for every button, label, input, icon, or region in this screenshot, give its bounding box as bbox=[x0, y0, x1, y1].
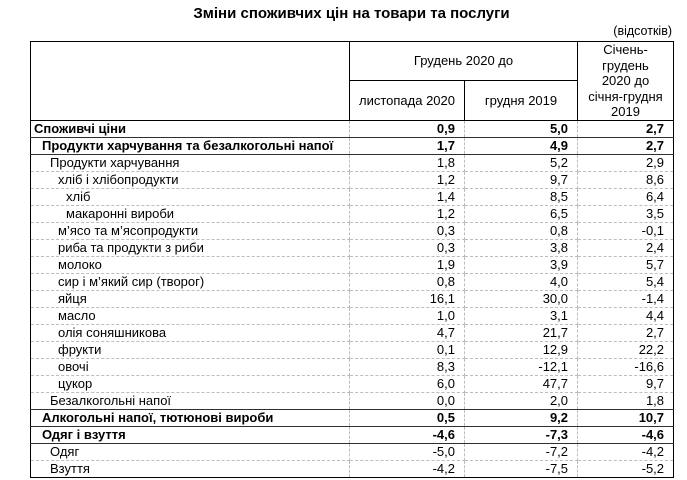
annual-period-line: 2019 bbox=[611, 104, 640, 119]
row-value: 8,6 bbox=[578, 171, 674, 188]
table-row bbox=[31, 239, 674, 256]
row-value: -4,6 bbox=[350, 426, 465, 443]
row-value: 2,7 bbox=[578, 324, 674, 341]
row-value: 1,2 bbox=[350, 171, 465, 188]
table-row bbox=[31, 375, 674, 392]
row-value: 9,7 bbox=[465, 171, 578, 188]
price-change-table bbox=[30, 41, 674, 478]
row-value: 4,4 bbox=[578, 307, 674, 324]
table-row bbox=[31, 460, 674, 477]
table-row bbox=[31, 341, 674, 358]
row-value: 30,0 bbox=[465, 290, 578, 307]
row-value: 16,1 bbox=[350, 290, 465, 307]
table-row bbox=[31, 409, 674, 426]
row-value: 0,1 bbox=[350, 341, 465, 358]
row-value: 6,5 bbox=[465, 205, 578, 222]
row-value: 10,7 bbox=[578, 409, 674, 426]
row-value: 2,0 bbox=[465, 392, 578, 409]
table-row bbox=[31, 443, 674, 460]
row-label: олія соняшникова bbox=[31, 324, 350, 341]
row-value: -5,0 bbox=[350, 443, 465, 460]
row-value: 9,7 bbox=[578, 375, 674, 392]
row-value: 4,9 bbox=[465, 137, 578, 154]
subcol-header-november: листопада 2020 bbox=[350, 80, 465, 120]
row-label: фрукти bbox=[31, 341, 350, 358]
table-row bbox=[31, 154, 674, 171]
row-value: 3,1 bbox=[465, 307, 578, 324]
table-row bbox=[31, 324, 674, 341]
table-row bbox=[31, 273, 674, 290]
row-value: 5,4 bbox=[578, 273, 674, 290]
period-group-header: Грудень 2020 до bbox=[350, 42, 578, 81]
table-row bbox=[31, 256, 674, 273]
row-label: Продукти харчування та безалкогольні напої bbox=[31, 137, 350, 154]
row-label: риба та продукти з риби bbox=[31, 239, 350, 256]
table-row bbox=[31, 137, 674, 154]
table-header bbox=[31, 42, 674, 121]
row-value: 6,0 bbox=[350, 375, 465, 392]
row-value: 0,3 bbox=[350, 239, 465, 256]
row-value: 2,9 bbox=[578, 154, 674, 171]
row-value: 2,7 bbox=[578, 137, 674, 154]
row-value: 6,4 bbox=[578, 188, 674, 205]
document-page bbox=[30, 4, 673, 478]
row-value: 22,2 bbox=[578, 341, 674, 358]
table-body bbox=[31, 120, 674, 477]
row-label: молоко bbox=[31, 256, 350, 273]
table-row bbox=[31, 392, 674, 409]
table-row bbox=[31, 222, 674, 239]
row-label: Одяг і взуття bbox=[31, 426, 350, 443]
row-label: цукор bbox=[31, 375, 350, 392]
annual-period-header bbox=[578, 42, 674, 121]
row-value: 3,8 bbox=[465, 239, 578, 256]
row-value: 47,7 bbox=[465, 375, 578, 392]
annual-period-line: Січень-грудень bbox=[602, 42, 649, 73]
row-label: Безалкогольні напої bbox=[31, 392, 350, 409]
row-value: 3,5 bbox=[578, 205, 674, 222]
row-value: 1,8 bbox=[578, 392, 674, 409]
table-row bbox=[31, 426, 674, 443]
table-row bbox=[31, 205, 674, 222]
row-label: Продукти харчування bbox=[31, 154, 350, 171]
row-label: яйця bbox=[31, 290, 350, 307]
row-label: Взуття bbox=[31, 460, 350, 477]
row-value: 8,3 bbox=[350, 358, 465, 375]
row-value: 0,9 bbox=[350, 120, 465, 137]
row-value: 0,0 bbox=[350, 392, 465, 409]
row-value: -5,2 bbox=[578, 460, 674, 477]
unit-note: (відсотків) bbox=[613, 24, 672, 38]
table-row bbox=[31, 307, 674, 324]
row-value: -4,2 bbox=[350, 460, 465, 477]
row-label: макаронні вироби bbox=[31, 205, 350, 222]
row-value: 5,2 bbox=[465, 154, 578, 171]
row-value: 4,7 bbox=[350, 324, 465, 341]
row-value: 5,7 bbox=[578, 256, 674, 273]
row-value: 8,5 bbox=[465, 188, 578, 205]
row-value: 1,0 bbox=[350, 307, 465, 324]
row-value: 1,4 bbox=[350, 188, 465, 205]
subcol-header-december: грудня 2019 bbox=[465, 80, 578, 120]
row-label: Алкогольні напої, тютюнові вироби bbox=[31, 409, 350, 426]
annual-period-line: січня-грудня bbox=[588, 88, 663, 104]
row-label: Одяг bbox=[31, 443, 350, 460]
annual-period-line: 2020 до bbox=[601, 73, 650, 88]
page-title: Зміни споживчих цін на товари та послуги bbox=[193, 5, 510, 22]
row-label-header bbox=[31, 42, 350, 121]
row-value: 0,8 bbox=[350, 273, 465, 290]
row-value: -7,2 bbox=[465, 443, 578, 460]
row-label: хліб і хлібопродукти bbox=[31, 171, 350, 188]
row-label: масло bbox=[31, 307, 350, 324]
row-value: -4,2 bbox=[578, 443, 674, 460]
row-label: овочі bbox=[31, 358, 350, 375]
table-row bbox=[31, 171, 674, 188]
row-value: 0,5 bbox=[350, 409, 465, 426]
row-value: 21,7 bbox=[465, 324, 578, 341]
row-value: -7,5 bbox=[465, 460, 578, 477]
table-row bbox=[31, 290, 674, 307]
row-value: 3,9 bbox=[465, 256, 578, 273]
row-value: 1,7 bbox=[350, 137, 465, 154]
row-value: 0,8 bbox=[465, 222, 578, 239]
row-value: 1,8 bbox=[350, 154, 465, 171]
row-value: 4,0 bbox=[465, 273, 578, 290]
row-value: -12,1 bbox=[465, 358, 578, 375]
row-label: сир і м’який сир (творог) bbox=[31, 273, 350, 290]
row-value: 9,2 bbox=[465, 409, 578, 426]
row-value: 2,4 bbox=[578, 239, 674, 256]
row-value: -0,1 bbox=[578, 222, 674, 239]
table-row bbox=[31, 188, 674, 205]
table-row bbox=[31, 358, 674, 375]
row-value: 12,9 bbox=[465, 341, 578, 358]
row-value: 1,9 bbox=[350, 256, 465, 273]
table-row bbox=[31, 120, 674, 137]
row-value: 2,7 bbox=[578, 120, 674, 137]
row-value: -16,6 bbox=[578, 358, 674, 375]
row-value: -4,6 bbox=[578, 426, 674, 443]
row-value: 5,0 bbox=[465, 120, 578, 137]
row-label: Споживчі ціни bbox=[31, 120, 350, 137]
row-value: 1,2 bbox=[350, 205, 465, 222]
row-value: 0,3 bbox=[350, 222, 465, 239]
row-value: -1,4 bbox=[578, 290, 674, 307]
row-value: -7,3 bbox=[465, 426, 578, 443]
row-label: м’ясо та м’ясопродукти bbox=[31, 222, 350, 239]
row-label: хліб bbox=[31, 188, 350, 205]
